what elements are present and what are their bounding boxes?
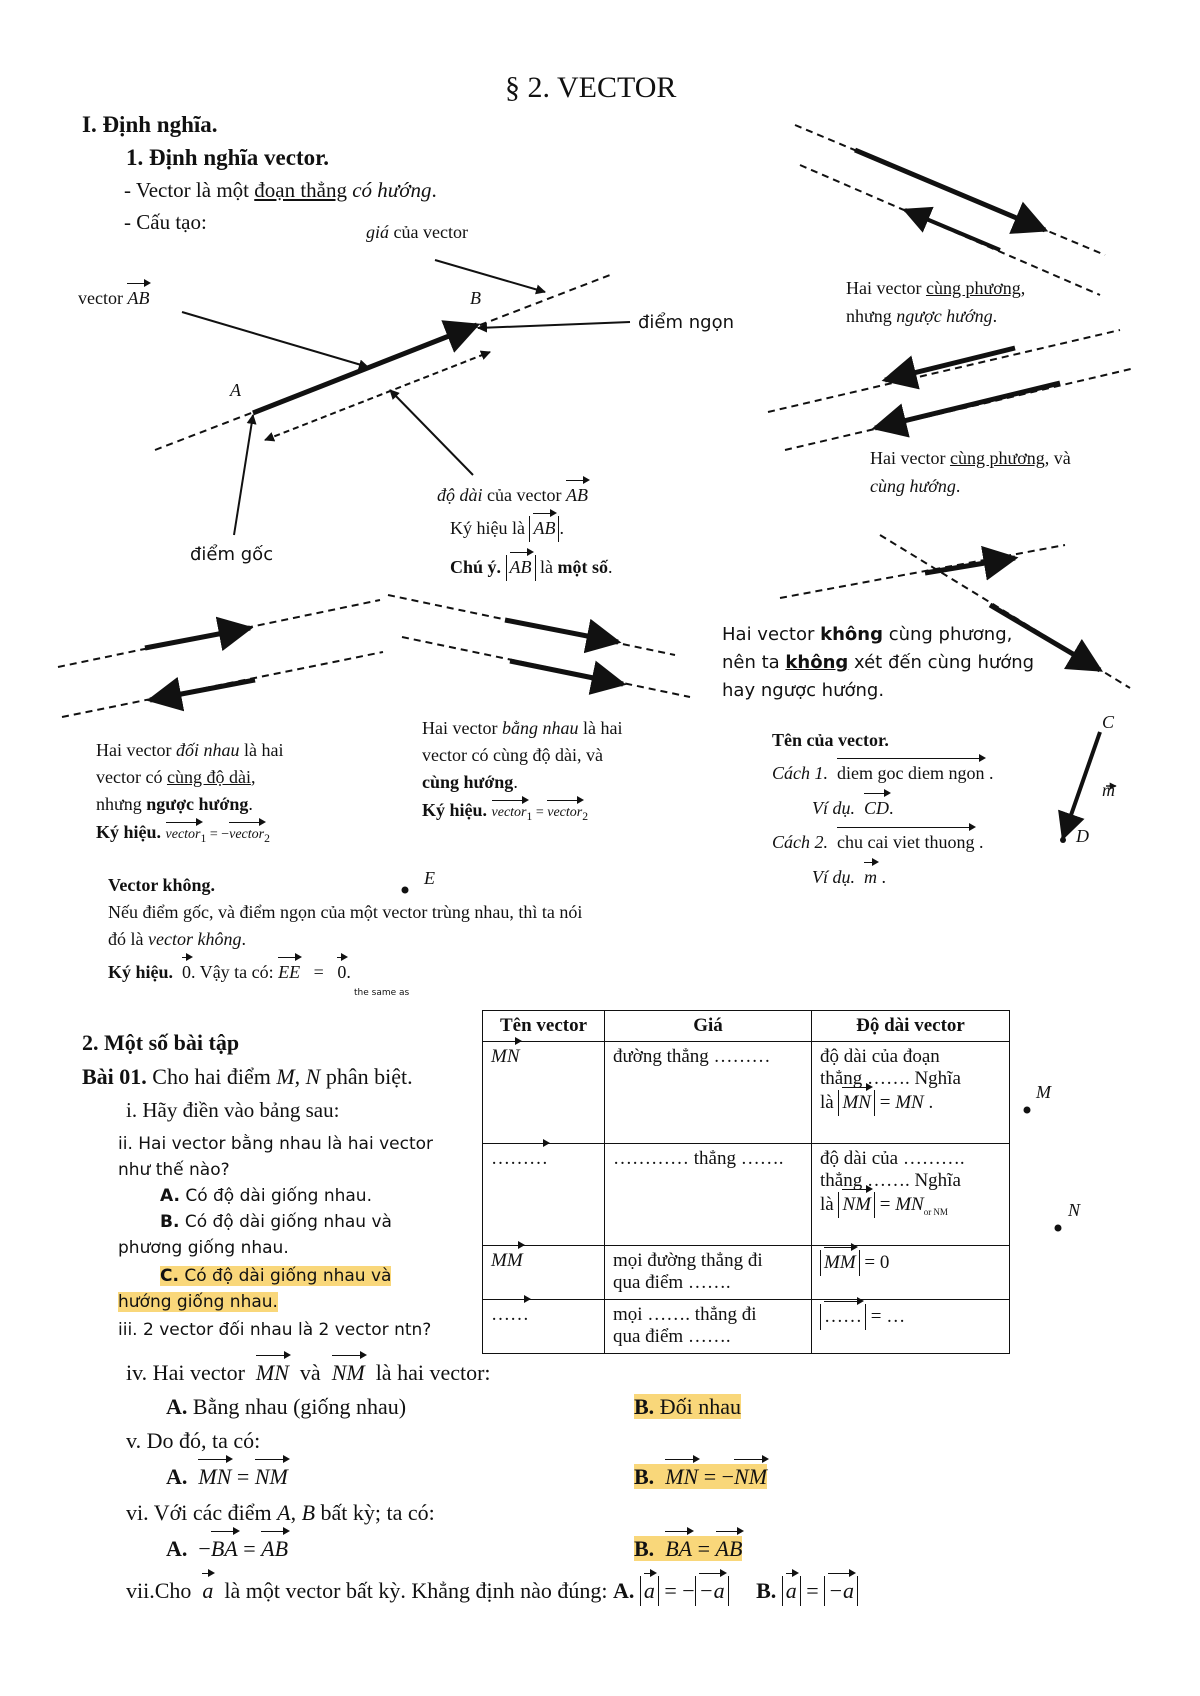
label-point-n: N [1068,1200,1081,1220]
opposite-line3: nhưng ngược hướng. [96,794,253,814]
case-nonparallel-line3: hay ngược hướng. [722,680,885,701]
col-header-length: Độ dài vector [812,1011,1010,1042]
question-iv-option-a: A. Bằng nhau (giống nhau) [166,1394,407,1419]
table-row: MN đường thẳng ……… độ dài của đoạn thẳng ……. Nghĩa là MN = MN . [483,1042,1010,1144]
vector-doi-nhau-2 [150,680,255,700]
case-same-line2: cùng hướng. [870,476,961,496]
question-ii-line1: ii. Hai vector bằng nhau là hai vector [118,1134,434,1154]
label-point-c: C [1102,712,1115,732]
bai01-line: Bài 01. Cho hai điểm M, N phân biệt. [82,1064,413,1089]
label-vector-m: m [1102,780,1115,800]
point-e [402,887,409,894]
question-v: v. Do đó, ta có: [126,1428,261,1453]
question-ii-option-a: A. Có độ dài giống nhau. [160,1186,372,1206]
vector-bang-nhau-2 [510,661,623,684]
case-opposite-line1: Hai vector cùng phương, [846,278,1026,298]
opposite-line1: Hai vector đối nhau là hai [96,740,284,760]
vector-opp-1 [855,150,1045,230]
definition-line: - Vector là một đoạn thẳng có hướng. [124,178,437,202]
equal-line1: Hai vector bằng nhau là hai [422,718,623,738]
equal-line2: vector có cùng độ dài, và [422,745,603,765]
question-ii-option-b-cont: phương giống nhau. [118,1238,289,1258]
vector-same-1 [885,348,1015,380]
table-row: MM mọi đường thẳng đi qua điểm ……. MM = 0 [483,1246,1010,1300]
pointer-gia [435,260,545,292]
point-m [1024,1107,1031,1114]
vector-same-2 [875,383,1060,428]
structure-label: - Cấu tạo: [124,210,207,234]
question-iv-option-b: B. Đối nhau [634,1394,741,1419]
case-nonparallel-line1: Hai vector không cùng phương, [722,624,1013,645]
opposite-line2: vector có cùng độ dài, [96,767,256,787]
names-way2: Cách 2. chu cai viet thuong . [772,832,984,852]
question-ii-option-c: C. Có độ dài giống nhau và [160,1266,392,1286]
label-do-dai: độ dài của vector AB [437,485,588,505]
case-nonparallel-line2: nên ta không xét đến cùng hướng [722,652,1035,673]
vector-doi-nhau-1 [145,628,250,648]
names-heading: Tên của vector. [772,730,889,750]
question-iii: iii. 2 vector đối nhau là 2 vector ntn? [118,1320,432,1340]
zero-heading: Vector không. [108,875,216,895]
names-way1: Cách 1. diem goc diem ngon . [772,763,994,783]
vector-ab [253,325,477,413]
question-vi-option-a: A. −BA = AB [166,1536,289,1561]
point-n [1055,1225,1062,1232]
section-heading: I. Định nghĩa. [82,112,218,137]
label-point-b: B [470,288,481,308]
opposite-notation: Ký hiệu. vector$_1$ = −vector$_2$ [96,822,270,845]
case-same-line1: Hai vector cùng phương, và [870,448,1071,468]
equal-notation: Ký hiệu. vector$_1$ = vector$_2$ [422,800,589,823]
pointer-vector [182,312,368,367]
case-opposite-line2: nhưng ngược hướng. [846,306,998,326]
equal-line3: cùng hướng. [422,772,518,792]
table-row: …… mọi ……. thẳng đi qua điểm ……. …… = … [483,1300,1010,1354]
question-v-option-b: B. MN = −NM [634,1464,768,1489]
pointer-diem-goc [234,415,253,535]
question-ii-line2: như thế nào? [118,1160,230,1180]
subsection-heading: 1. Định nghĩa vector. [126,145,329,170]
col-header-name: Tên vector [483,1011,605,1042]
label-gia: giá của vector [366,222,468,242]
label-point-e: E [424,868,435,888]
question-ii-option-c-cont: hướng giống nhau. [118,1292,278,1312]
vector-table [482,1010,1010,1354]
page-title: § 2. VECTOR [505,71,677,104]
label-diem-ngon: điểm ngọn [638,312,735,333]
exercises-heading: 2. Một số bài tập [82,1030,240,1055]
question-v-option-a: A. MN = NM [166,1464,288,1489]
vector-bang-nhau-1 [505,620,618,642]
label-point-m: M [1036,1082,1051,1102]
pointer-do-dai [390,390,473,475]
table-row: ……… ………… thẳng ……. độ dài của ………. thẳng ……. Nghĩa là NM = $MN_{or NM}$ [483,1144,1010,1246]
question-vi: vi. Với các điểm A, B bất kỳ; ta có: [126,1500,435,1525]
question-vii: vii.Cho a là một vector bất kỳ. Khẳng định nào đúng: A. a = − −a B. a = −a [126,1576,858,1606]
names-example2: Ví dụ. m . [812,867,886,887]
vector-m [1063,732,1100,838]
same-as-note: the same as [354,988,410,998]
vector-nonpar-1 [925,558,1015,573]
col-header-gia: Giá [605,1011,812,1042]
label-diem-goc: điểm gốc [190,544,274,565]
question-ii-option-b: B. Có độ dài giống nhau và [160,1212,392,1232]
label-point-a: A [230,380,241,400]
label-chu-y: Chú ý. AB là một số. [450,555,613,581]
label-ky-hieu-ab: Ký hiệu là AB . [450,516,564,542]
names-example1: Ví dụ. CD. [812,798,894,818]
pointer-diem-ngon [478,322,630,328]
vector-opp-2 [905,210,1000,250]
label-vector-ab: vector AB [78,288,150,308]
zero-line2: đó là vector không. [108,929,246,949]
question-iv: iv. Hai vector MN và NM là hai vector: [126,1360,491,1385]
point-d [1060,837,1066,843]
zero-notation: Ký hiệu. 0. Vậy ta có: EE = 0. [108,962,351,982]
question-vi-option-b: B. BA = AB [634,1536,743,1561]
question-i: i. Hãy điền vào bảng sau: [126,1098,340,1122]
zero-line1: Nếu điểm gốc, và điểm ngọn của một vector trùng nhau, thì ta nói [108,902,583,922]
label-point-d: D [1076,826,1089,846]
